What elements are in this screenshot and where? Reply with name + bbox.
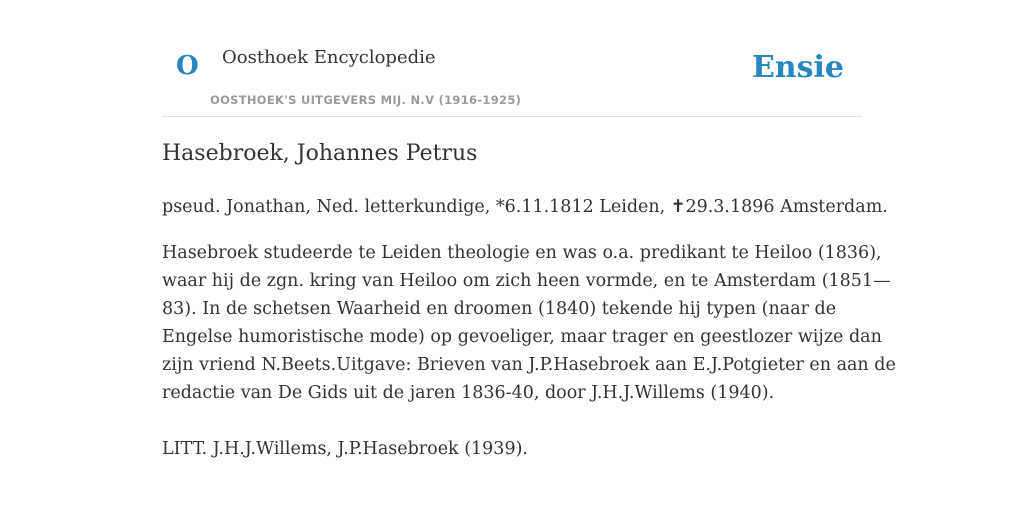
body-line: 83). In de schetsen Waarheid en droomen (1840) tekende hij typen (naar de <box>162 299 837 319</box>
brand-logo-link[interactable]: Ensie <box>751 50 844 85</box>
entry-literature: LITT. J.H.J.Willems, J.P.Hasebroek (1939). <box>162 439 528 459</box>
source-logo[interactable]: O <box>176 51 199 81</box>
body-line: Engelse humoristische mode) op gevoeliger, maar trager en geestlozer wijze dan <box>162 327 882 347</box>
source-subtitle: OOSTHOEK'S UITGEVERS MIJ. N.V (1916-1925) <box>210 93 522 107</box>
body-line: zijn vriend N.Beets.Uitgave: Brieven van J.P.Hasebroek aan E.J.Potgieter en aan de <box>162 355 896 375</box>
source-header <box>162 0 862 117</box>
source-title[interactable]: Oosthoek Encyclopedie <box>222 47 436 68</box>
entry-body <box>162 239 896 407</box>
body-line: waar hij de zgn. kring van Heiloo om zich heen vormde, en te Amsterdam (1851— <box>162 271 891 291</box>
entry-title: Hasebroek, Johannes Petrus <box>162 141 478 166</box>
body-line: Hasebroek studeerde te Leiden theologie en was o.a. predikant te Heiloo (1836), <box>162 243 882 263</box>
page <box>162 0 896 512</box>
body-line: redactie van De Gids uit de jaren 1836-40, door J.H.J.Willems (1940). <box>162 383 775 403</box>
entry-lead: pseud. Jonathan, Ned. letterkundige, *6.11.1812 Leiden, ✝29.3.1896 Amsterdam. <box>162 197 888 217</box>
